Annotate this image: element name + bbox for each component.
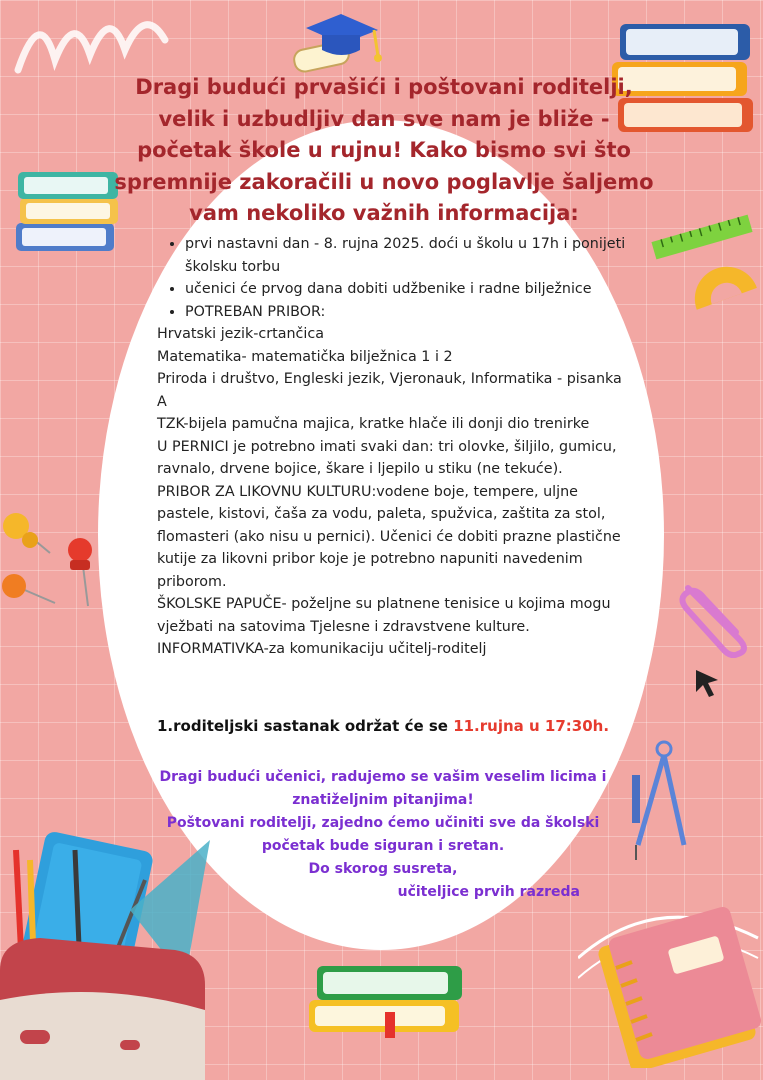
detail-math: Matematika- matematička bilježnica 1 i 2 <box>157 348 453 365</box>
headline: Dragi budući prvašići i poštovani roditelji, velik i uzbudljiv dan sve nam je bliže - početak škole u rujnu! Kako bismo svi što spremnije zakoračili u novo poglavlje šaljemo vam nekoliko važnih informacija: <box>114 75 654 225</box>
protractor-icon <box>680 240 760 315</box>
detail-slippers: ŠKOLSKE PAPUČE- poželjne su platnene tenisice u kojima mogu vježbati na satovima Tjelesne i zdravstvene kulture. <box>157 596 611 635</box>
bullet-textbooks: • učenici će prvog dana dobiti udžbenike i radne bilježnice <box>185 278 627 301</box>
pushpin-orange-icon <box>3 513 50 553</box>
cursor-arrow-icon <box>694 668 722 698</box>
info-bullet-list <box>157 233 627 323</box>
info-content <box>157 233 627 661</box>
detail-subjects: Priroda i društvo, Engleski jezik, Vjeronauk, Informatika - pisanka A <box>157 371 622 410</box>
book-stack-left-icon <box>14 168 124 258</box>
meeting-text: 1.roditeljski sastanak održat će se <box>157 717 454 735</box>
notebook-icon <box>578 898 763 1068</box>
pushpin-icons <box>0 508 110 618</box>
paperclip-icon <box>678 578 758 658</box>
parent-meeting-notice <box>157 717 657 735</box>
closing-students: Dragi budući učenici, radujemo se vašim veselim licima i znatiželjnim pitanjima! <box>159 769 607 808</box>
detail-pe: TZK-bijela pamučna majica, kratke hlače ili donji dio trenirke <box>157 416 590 432</box>
detail-croatian: Hrvatski jezik-crtančica <box>157 326 325 342</box>
closing-message <box>158 766 608 904</box>
detail-art-supplies: PRIBOR ZA LIKOVNU KULTURU:vodene boje, tempere, uljne pastele, kistovi, čaša za vodu, paleta, spužvica, zaštita za stol, flomasteri (ako nisu u pernici). Učenici će dobiti prazne plastične kutije za likovni pribor koje je potrebno napuniti navedenim priborom. <box>157 483 621 590</box>
detail-informativka: INFORMATIVKA-za komunikaciju učitelj-roditelj <box>157 641 487 657</box>
scribble-decoration <box>0 0 190 80</box>
meeting-date: 11.rujna u 17:30h. <box>453 717 610 735</box>
compass-icon <box>618 735 688 865</box>
book-stack-bottom-icon <box>305 960 470 1040</box>
closing-parents: Poštovani roditelji, zajedno ćemo učiniti sve da školski početak bude siguran i sretan. <box>166 815 600 854</box>
bullet-supplies-heading: • POTREBAN PRIBOR: <box>185 301 627 324</box>
closing-farewell: Do skorog susreta, <box>308 861 458 877</box>
signature: učiteljice prvih razreda <box>397 884 580 900</box>
bullet-first-day: • prvi nastavni dan - 8. rujna 2025. doći u školu u 17h i ponijeti školsku torbu <box>185 233 627 278</box>
detail-pencil-case: U PERNICI je potrebno imati svaki dan: tri olovke, šiljilo, gumicu, ravnalo, drvene bojice, škare i ljepilo u stiku (ne tekuće). <box>157 438 617 477</box>
